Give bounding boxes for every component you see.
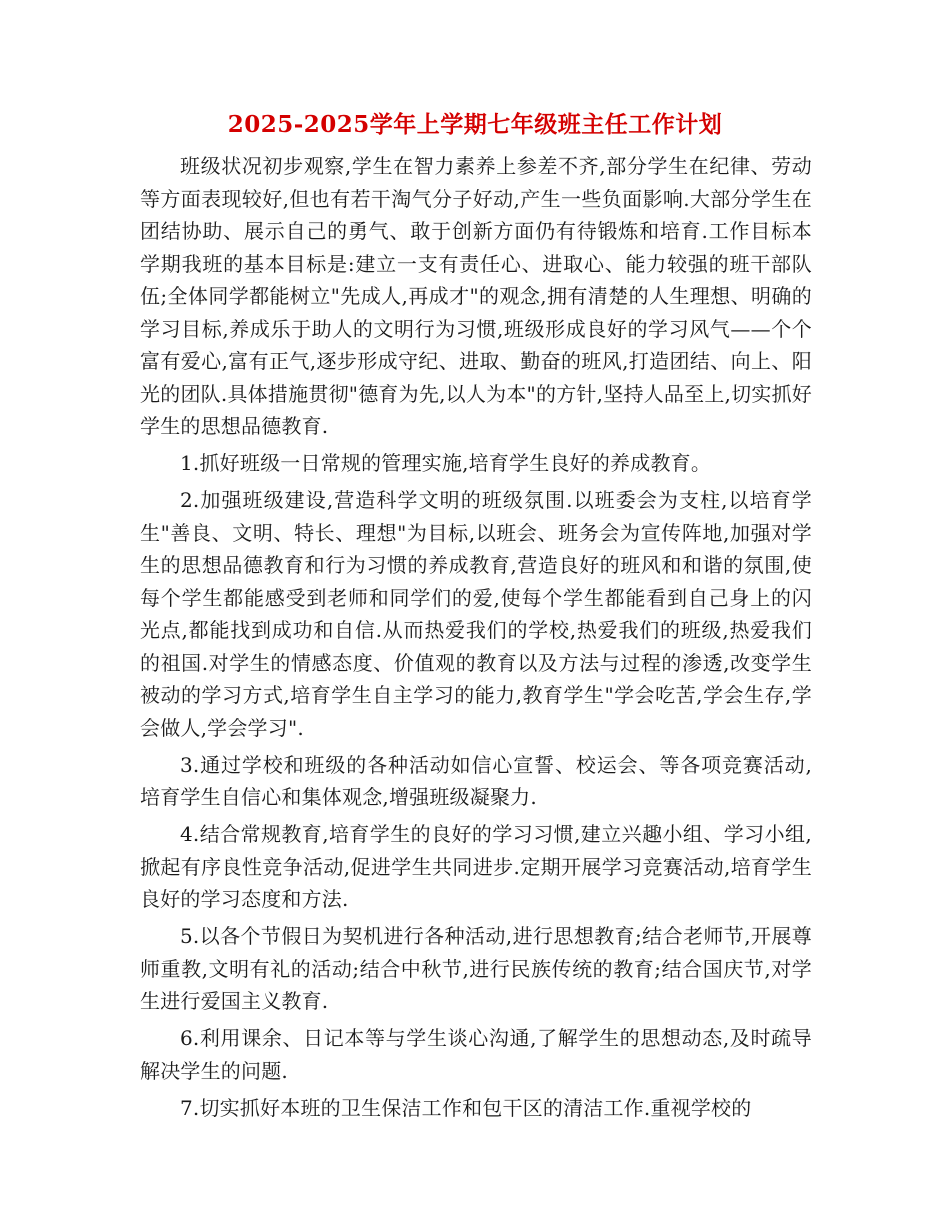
measure-item-4: 4.结合常规教育,培育学生的良好的学习习惯,建立兴趣小组、学习小组,掀起有序良性竞争活动,促进学生共同进步.定期开展学习竞赛活动,培育学生良好的学习态度和方法. bbox=[140, 822, 812, 911]
measure-item-6: 6.利用课余、日记本等与学生谈心沟通,了解学生的思想动态,及时疏导解决学生的问题. bbox=[140, 1026, 812, 1083]
measure-item-5: 5.以各个节假日为契机进行各种活动,进行思想教育;结合老师节,开展尊师重教,文明有礼的活动;结合中秋节,进行民族传统的教育;结合国庆节,对学生进行爱国主义教育. bbox=[140, 924, 812, 1013]
document-title: 2025-2025学年上学期七年级班主任工作计划 bbox=[227, 111, 723, 138]
measure-item-7: 7.切实抓好本班的卫生保洁工作和包干区的清洁工作.重视学校的 bbox=[180, 1095, 752, 1120]
measure-item-2: 2.加强班级建设,营造科学文明的班级氛围.以班委会为支柱,以培育学生"善良、文明、特长、理想"为目标,以班会、班务会为宣传阵地,加强对学生的思想品德教育和行为习惯的养成教育,营造良好的班风和和谐的氛围,使每个学生都能感受到老师和同学们的爱,使每个学生都能看到自己身上的闪光点,都能找到成功和自信.从而热爱我们的学校,热爱我们的班级,热爱我们的祖国.对学生的情感态度、价值观的教育以及方法与过程的渗透,改变学生被动的学习方式,培育学生自主学习的能力,教育学生"学会吃苦,学会生存,学会做人,学会学习". bbox=[140, 488, 812, 740]
intro-paragraph: 班级状况初步观察,学生在智力素养上参差不齐,部分学生在纪律、劳动等方面表现较好,但也有若干淘气分子好动,产生一些负面影响.大部分学生在团结协助、展示自己的勇气、敢于创新方面仍有待锻炼和培育.工作目标本学期我班的基本目标是:建立一支有责任心、进取心、能力较强的班干部队伍;全体同学都能树立"先成人,再成才"的观念,拥有清楚的人生理想、明确的学习目标,养成乐于助人的文明行为习惯,班级形成良好的学习风气——个个富有爱心,富有正气,逐步形成守纪、进取、勤奋的班风,打造团结、向上、阳光的团队.具体措施贯彻"德育为先,以人为本"的方针,坚持人品至上,切实抓好学生的思想品德教育. bbox=[140, 154, 812, 438]
measure-item-1: 1.抓好班级一日常规的管理实施,培育学生良好的养成教育。 bbox=[180, 451, 712, 475]
document-body bbox=[140, 150, 812, 1124]
measure-item-3: 3.通过学校和班级的各种活动如信心宣誓、校运会、等各项竞赛活动,培育学生自信心和集体观念,增强班级凝聚力. bbox=[140, 752, 812, 809]
